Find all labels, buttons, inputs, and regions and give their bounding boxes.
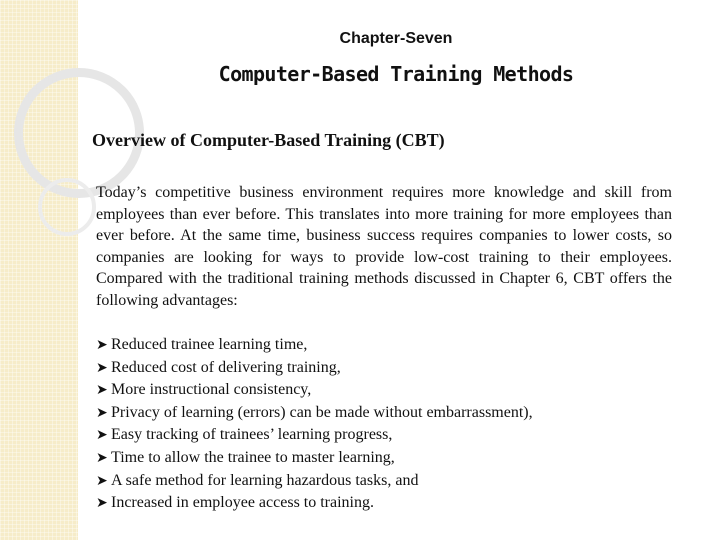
arrow-bullet-icon: ➤	[96, 337, 108, 353]
arrow-bullet-icon: ➤	[96, 495, 108, 512]
advantages-list	[96, 334, 696, 515]
list-item-text: Easy tracking of trainees’ learning progress,	[111, 426, 393, 444]
slide-title: Computer-Based Training Methods	[218, 62, 574, 86]
list-item	[96, 357, 696, 380]
list-item	[96, 402, 696, 425]
list-item	[96, 447, 696, 470]
arrow-bullet-icon: ➤	[96, 382, 108, 399]
list-item-text: More instructional consistency,	[111, 381, 312, 399]
list-item-text: Reduced cost of delivering training,	[111, 358, 341, 376]
list-item	[96, 424, 696, 447]
section-subtitle: Overview of Computer-Based Training (CBT)	[92, 130, 445, 150]
decorative-ring-small	[38, 178, 96, 236]
list-item-text: Time to allow the trainee to master learning,	[111, 448, 395, 466]
list-item-text: Increased in employee access to training.	[111, 494, 374, 512]
arrow-bullet-icon: ➤	[96, 427, 108, 444]
list-item	[96, 492, 696, 515]
intro-paragraph: Today’s competitive business environment requires more knowledge and skill from employees than ever before. This translates into more training for more employees than ever before. At the same time, business success requires companies to lower costs, so companies are looking for ways to provide low-cost training to their employees. Compared with the traditional training methods discussed in Chapter 6, CBT offers the following advantages:	[96, 184, 672, 309]
arrow-bullet-icon: ➤	[96, 404, 108, 421]
list-item	[96, 379, 696, 402]
list-item	[96, 334, 696, 357]
arrow-bullet-icon: ➤	[96, 449, 108, 466]
arrow-bullet-icon: ➤	[96, 359, 108, 376]
list-item-text: A safe method for learning hazardous tasks, and	[111, 471, 419, 489]
list-item-text: Privacy of learning (errors) can be made without embarrassment),	[111, 403, 533, 421]
list-item	[96, 470, 696, 493]
chapter-heading: Chapter-Seven	[339, 30, 453, 47]
list-item-text: Reduced trainee learning time,	[111, 336, 308, 353]
arrow-bullet-icon: ➤	[96, 472, 108, 489]
